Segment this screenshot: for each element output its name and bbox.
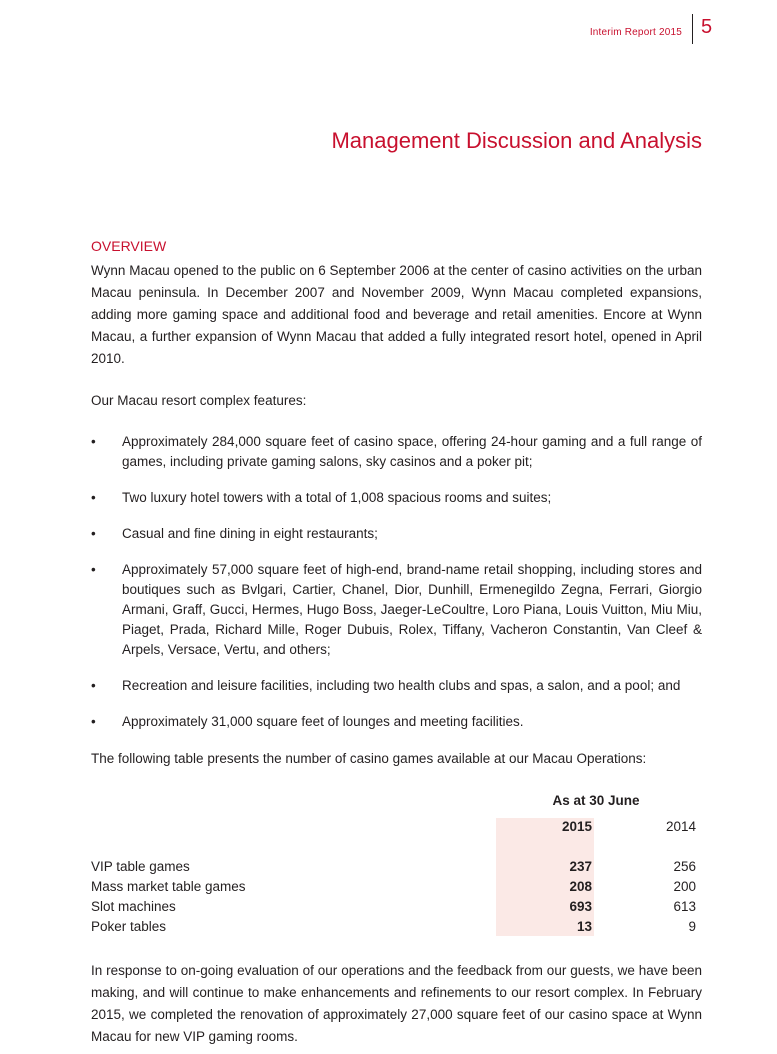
table-cell-2015: 693	[569, 899, 592, 914]
features-lead-paragraph: Our Macau resort complex features:	[91, 393, 307, 408]
main-content	[91, 238, 702, 1048]
page-number: 5	[701, 16, 713, 38]
table-cell-2014: 613	[673, 899, 696, 914]
list-item: • Casual and fine dining in eight restaurants;	[91, 524, 702, 544]
table-row-label: Poker tables	[91, 919, 167, 934]
list-item: • Approximately 284,000 square feet of casino space, offering 24-hour gaming and a full range of games, including private gaming salons, sky casinos and a poker pit;	[91, 432, 702, 472]
table-row-label: Slot machines	[91, 899, 176, 914]
table-intro-paragraph: The following table presents the number of casino games available at our Macau Operations:	[91, 751, 647, 766]
table-cell-2014: 9	[688, 919, 696, 934]
table-group-header: As at 30 June	[552, 793, 640, 808]
casino-games-table	[91, 788, 702, 942]
table-cell-2014: 200	[673, 879, 696, 894]
column-header-2014: 2014	[665, 819, 696, 834]
column-header-2015: 2015	[561, 819, 592, 834]
list-item: • Approximately 57,000 square feet of high-end, brand-name retail shopping, including stores and boutiques such as Bvlgari, Cartier, Chanel, Dior, Dunhill, Ermenegildo Zegna, Ferrari, Giorgio Armani, Graff, Gucci, Hermes, Hugo Boss, Jaeger-LeCoultre, Loro Piana, Louis Vuitton, Miu Miu, Piaget, Prada, Richard Mille, Roger Dubuis, Rolex, Tiffany, Vacheron Constantin, Van Cleef & Arpels, Versace, Vertu, and others;	[91, 560, 702, 660]
table-cell-2015: 208	[569, 879, 592, 894]
list-item: • Two luxury hotel towers with a total of 1,008 spacious rooms and suites;	[91, 488, 702, 508]
table-row-label: VIP table games	[91, 859, 190, 874]
table-cell-2015: 13	[576, 919, 592, 934]
section-heading-overview: OVERVIEW	[91, 238, 167, 254]
table-row-label: Mass market table games	[91, 879, 246, 894]
list-item: • Recreation and leisure facilities, including two health clubs and spas, a salon, and a pool; and	[91, 676, 702, 696]
features-list	[91, 432, 702, 732]
table-cell-2014: 256	[673, 859, 696, 874]
table-cell-2015: 237	[569, 859, 592, 874]
closing-paragraph: In response to on-going evaluation of our operations and the feedback from our guests, we have been making, and will continue to make enhancements and refinements to our resort complex. In February 2015, we completed the renovation of approximately 27,000 square feet of our casino space at Wynn Macau for new VIP gaming rooms.	[91, 963, 702, 1044]
list-item: • Approximately 31,000 square feet of lounges and meeting facilities.	[91, 712, 702, 732]
overview-intro-paragraph: Wynn Macau opened to the public on 6 September 2006 at the center of casino activities on the urban Macau peninsula. In December 2007 and November 2009, Wynn Macau completed expansions, adding more gaming space and additional food and beverage and retail amenities. Encore at Wynn Macau, a further expansion of Wynn Macau that added a fully integrated resort hotel, opened in April 2010.	[91, 263, 702, 366]
header-divider	[692, 14, 693, 44]
page-title: Management Discussion and Analysis	[331, 128, 702, 153]
report-label: Interim Report 2015	[589, 27, 682, 38]
